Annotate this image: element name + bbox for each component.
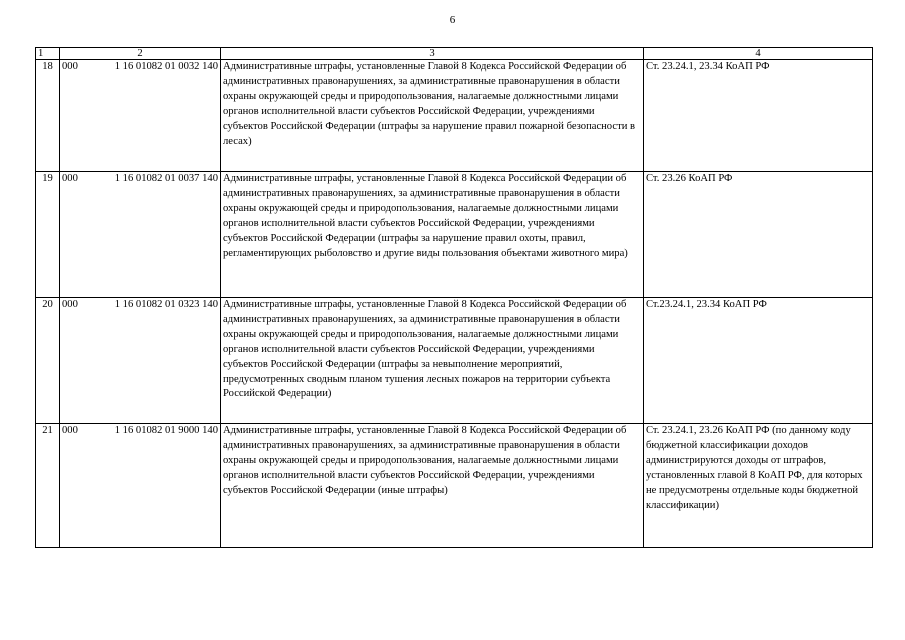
table-row	[36, 172, 873, 298]
header-col-1: 1	[36, 48, 60, 60]
budget-code-cell	[60, 424, 221, 548]
revenue-description: Административные штрафы, установленные Главой 8 Кодекса Российской Федерации об административных правонарушениях, за административные правонарушения в области охраны окружающей среды и природопользования, налагаемые должностными лицами органов исполнительной власти субъектов Российской Федерации, учреждениями субъектов Российской Федерации (штрафы за нарушение правил пожарной безопасности в лесах)	[221, 60, 644, 172]
legal-basis: Ст. 23.24.1, 23.34 КоАП РФ	[644, 60, 873, 172]
header-row	[36, 48, 873, 60]
revenue-description: Административные штрафы, установленные Главой 8 Кодекса Российской Федерации об административных правонарушениях, за административные правонарушения в области охраны окружающей среды и природопользования, налагаемые должностными лицами органов исполнительной власти субъектов Российской Федерации, учреждениями субъектов Российской Федерации (иные штрафы)	[221, 424, 644, 548]
header-col-3: 3	[221, 48, 644, 60]
table-row	[36, 424, 873, 548]
header-col-4: 4	[644, 48, 873, 60]
budget-code: 1 16 01082 01 9000 140	[114, 425, 218, 436]
revenue-description: Административные штрафы, установленные Главой 8 Кодекса Российской Федерации об административных правонарушениях, за административные правонарушения в области охраны окружающей среды и природопользования, налагаемые должностными лицами органов исполнительной власти субъектов Российской Федерации, учреждениями субъектов Российской Федерации (штрафы за нарушение правил охоты, правил, регламентирующих рыболовство и другие виды пользования объектами животного мира)	[221, 172, 644, 298]
budget-code-cell	[60, 298, 221, 424]
admin-code: 000	[62, 425, 78, 436]
row-number: 19	[36, 172, 60, 298]
legal-basis: Ст.23.24.1, 23.34 КоАП РФ	[644, 298, 873, 424]
row-number: 21	[36, 424, 60, 548]
fines-table	[35, 47, 873, 548]
budget-code: 1 16 01082 01 0037 140	[114, 173, 218, 184]
page-number: 6	[449, 14, 456, 26]
budget-code-cell	[60, 60, 221, 172]
budget-code: 1 16 01082 01 0032 140	[114, 61, 218, 72]
legal-basis: Ст. 23.26 КоАП РФ	[644, 172, 873, 298]
header-col-2: 2	[60, 48, 221, 60]
row-number: 20	[36, 298, 60, 424]
admin-code: 000	[62, 173, 78, 184]
revenue-description: Административные штрафы, установленные Главой 8 Кодекса Российской Федерации об административных правонарушениях, за административные правонарушения в области охраны окружающей среды и природопользования, налагаемые должностными лицами органов исполнительной власти субъектов Российской Федерации, учреждениями субъектов Российской Федерации (штрафы за невыполнение мероприятий, предусмотренных сводным планом тушения лесных пожаров на территории субъекта Российской Федерации)	[221, 298, 644, 424]
admin-code: 000	[62, 61, 78, 72]
table-row	[36, 298, 873, 424]
legal-basis: Ст. 23.24.1, 23.26 КоАП РФ (по данному коду бюджетной классификации доходов администрируются доходы от штрафов, установленных главой 8 КоАП РФ, для которых не предусмотрены отдельные коды бюджетной классификации)	[644, 424, 873, 548]
row-number: 18	[36, 60, 60, 172]
budget-code: 1 16 01082 01 0323 140	[114, 299, 218, 310]
table-row	[36, 60, 873, 172]
admin-code: 000	[62, 299, 78, 310]
budget-code-cell	[60, 172, 221, 298]
